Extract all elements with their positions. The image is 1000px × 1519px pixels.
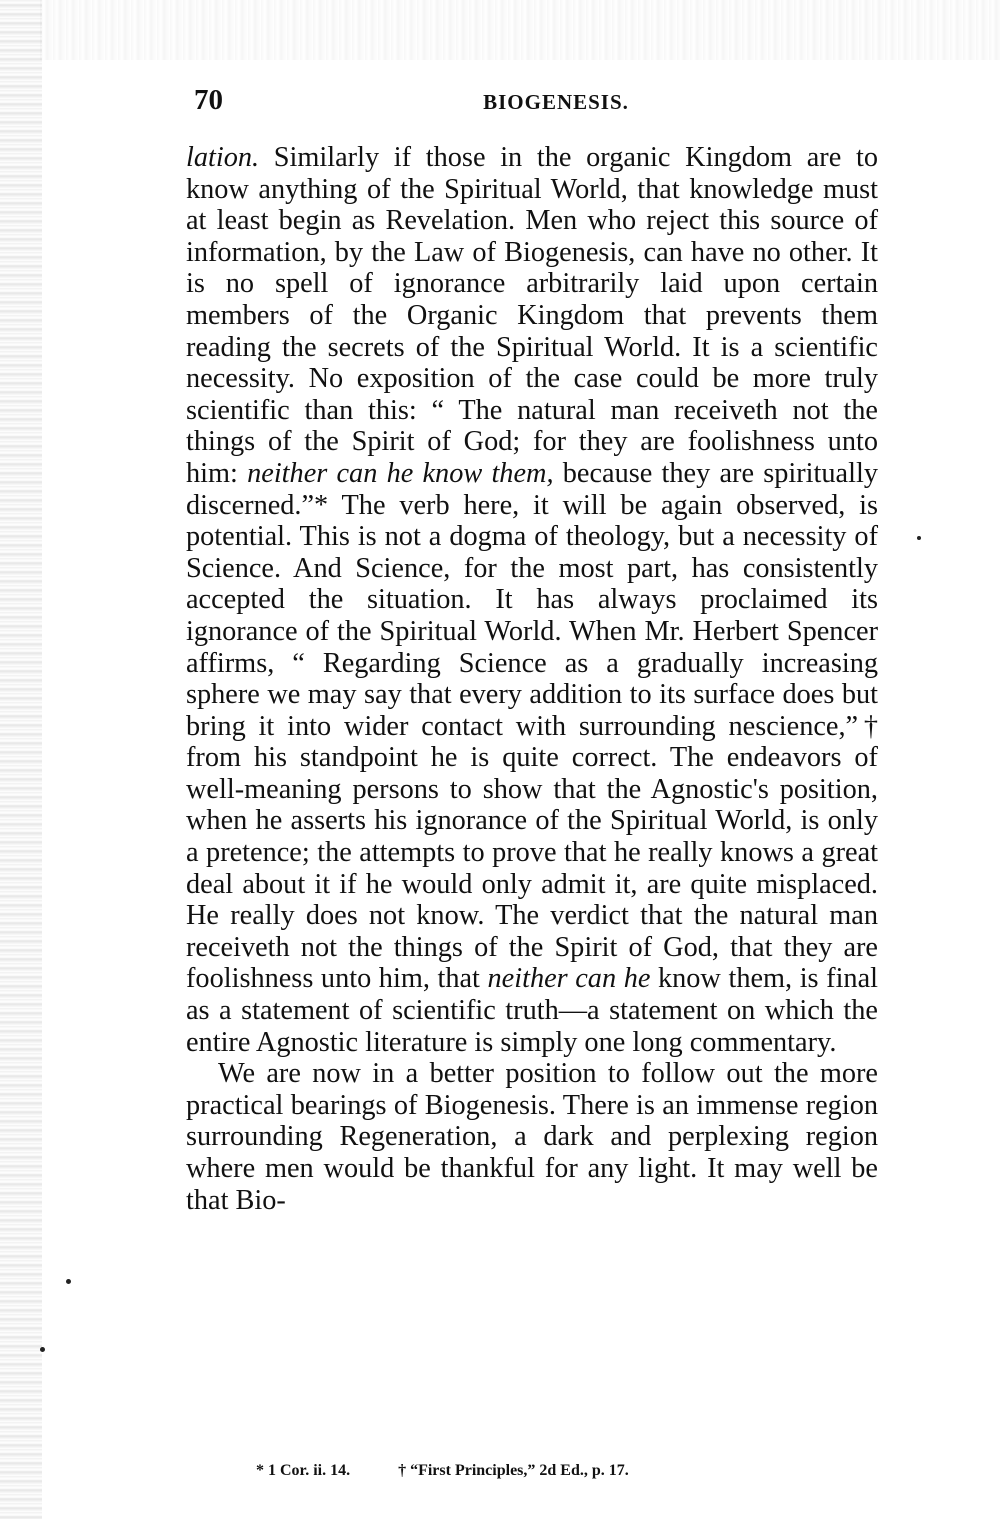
scan-speck — [66, 1279, 71, 1284]
body-text — [186, 142, 878, 1216]
scan-speck — [40, 1347, 45, 1352]
italic-neither-can-he-know-them: neither can he know them, — [247, 457, 554, 489]
paragraph-1-part-c: know them, is final as a statement of scientific truth—a statement on which the entire Agnostic literature is simply one long commentary. — [186, 963, 879, 1058]
italic-neither-can-he: neither can he — [487, 963, 651, 995]
scan-top-noise — [40, 0, 1000, 60]
running-title: BIOGENESIS. — [483, 90, 629, 114]
footnotes — [256, 1462, 629, 1480]
page-number: 70 — [194, 84, 223, 116]
scan-speck — [917, 536, 921, 540]
paragraph-2: We are now in a better position to follow out the more practical bearings of Biogenesis. There is an immense region surrounding Regeneration, a dark and perplexing region where men would be thankful for any light. It may well be that Bio- — [186, 1058, 878, 1216]
scan-edge-noise — [0, 0, 42, 1519]
footnote-2: † “First Principles,” 2d Ed., p. 17. — [398, 1462, 629, 1479]
footnote-1: * 1 Cor. ii. 14. — [256, 1462, 351, 1479]
paragraph-1-part-b: because they are spiritually discerned.”* The verb here, it will be again observed, is potential. This is not a dogma of theology, but a necessity of Science. And Science, for the most part, has consistently accepted the situation. It has always proclaimed its ignorance of the Spiritual World. When Mr. Herbert Spencer affirms, “ Regarding Science as a gradually increasing sphere we may say that every addition to its surface does but bring it into wider contact with surrounding nescience,”† from his standpoint he is quite correct. The endeavors of well-meaning persons to show that the Agnostic's position, when he asserts his ignorance of the Spiritual World, is only a pretence; the attempts to prove that he really knows a great deal about it if he would only admit it, are quite misplaced. He really does not know. The verdict that the natural man receiveth not the things of the Spirit of God, that they are foolishness unto him, that — [186, 457, 878, 995]
paragraph-1 — [186, 142, 878, 1058]
page-header — [192, 84, 880, 120]
italic-lation: lation. — [186, 142, 260, 173]
paragraph-1-part-a: Similarly if those in the organic Kingdom are to know anything of the Spiritual World, that knowledge must at least begin as Revelation. Men who reject this source of information, by the Law of Biogenesis, can have no other. It is no spell of ignorance arbitrarily laid upon certain members of the Organic Kingdom that prevents them reading the secrets of the Spiritual World. It is a scientific necessity. No exposition of the case could be more truly scientific than this: “ The natural man receiveth not the things of the Spirit of God; for they are foolishness unto him: — [186, 142, 878, 489]
